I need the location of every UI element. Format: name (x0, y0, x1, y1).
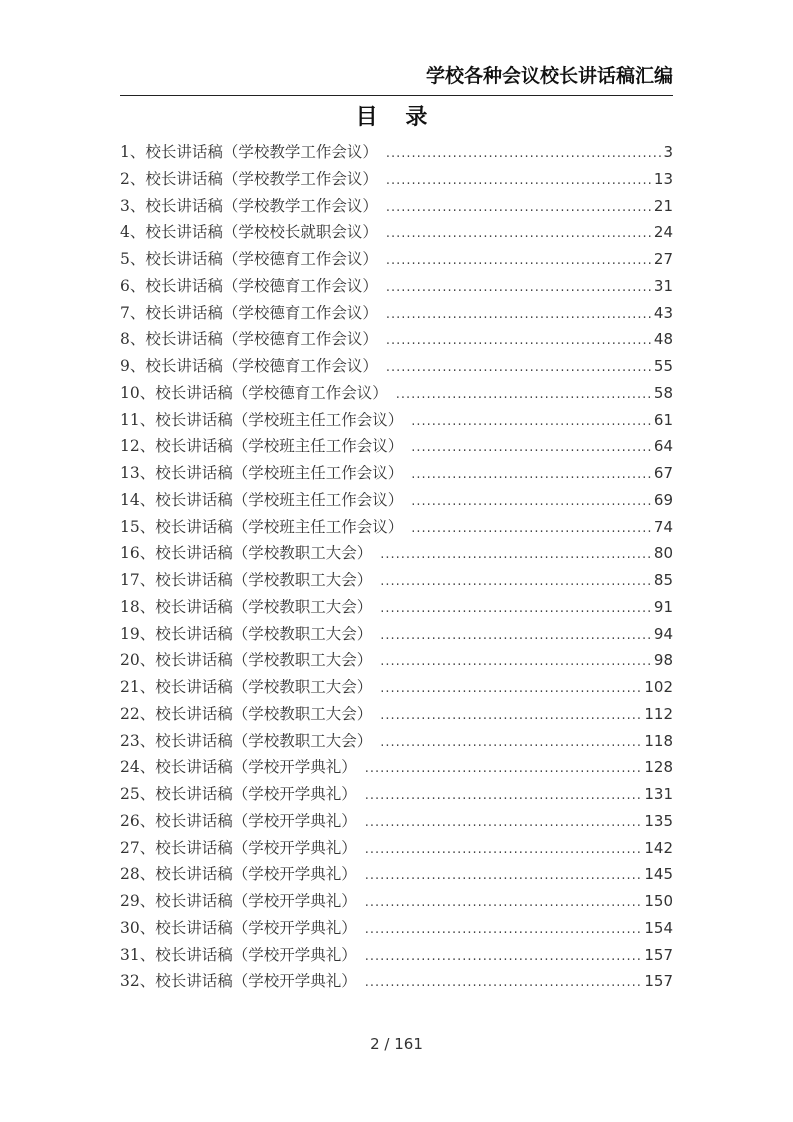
toc-entry-title: 校长讲话稿（学校班主任工作会议） (155, 437, 404, 456)
toc-entry-title: 校长讲话稿（学校班主任工作会议） (155, 490, 404, 509)
toc-dot-leader (386, 360, 652, 375)
toc-entry-title: 校长讲话稿（学校教职工大会） (155, 731, 373, 750)
toc-entry-page: 21 (653, 196, 673, 215)
toc-entry-number: 31、 (120, 945, 156, 964)
toc-entry[interactable] (120, 969, 673, 996)
toc-entry-number: 1、 (120, 143, 146, 161)
toc-entry-page: 102 (644, 678, 673, 696)
toc-dot-leader (365, 815, 643, 830)
toc-entry-page: 145 (644, 865, 673, 884)
toc-entry-title: 校长讲话稿（学校德育工作会议） (145, 330, 378, 349)
toc-dot-leader (365, 868, 643, 883)
toc-entry-title: 校长讲话稿（学校德育工作会议） (145, 250, 378, 268)
toc-entry[interactable] (120, 622, 673, 649)
toc-dot-leader (411, 467, 652, 482)
toc-entry-page: 150 (644, 892, 673, 910)
toc-entry-number: 2、 (120, 169, 146, 188)
toc-dot-leader (380, 654, 652, 669)
toc-entry-number: 30、 (120, 918, 156, 937)
toc-entry[interactable] (120, 675, 673, 702)
toc-entry[interactable] (120, 381, 673, 408)
toc-entry-page: 24 (653, 223, 673, 242)
toc-entry-number: 11、 (120, 410, 156, 429)
toc-entry-page: 98 (653, 651, 673, 670)
page-number: 2 / 161 (370, 1035, 423, 1053)
toc-entry-page: 3 (663, 143, 673, 161)
toc-entry[interactable] (120, 541, 673, 568)
toc-entry-page: 74 (653, 517, 673, 536)
toc-entry[interactable] (120, 729, 673, 756)
toc-entry-number: 10、 (120, 383, 156, 402)
toc-entry[interactable] (120, 461, 673, 488)
toc-entry[interactable] (120, 702, 673, 729)
toc-entry-title: 校长讲话稿（学校德育工作会议） (145, 303, 378, 322)
toc-entry-page: 13 (653, 169, 673, 188)
toc-dot-leader (386, 280, 652, 295)
toc-entry-page: 91 (653, 597, 673, 616)
toc-entry[interactable] (120, 889, 673, 916)
toc-entry-title: 校长讲话稿（学校开学典礼） (155, 865, 357, 884)
toc-dot-leader (411, 414, 652, 429)
toc-entry[interactable] (120, 140, 673, 167)
toc-dot-leader (365, 949, 643, 964)
toc-entry[interactable] (120, 408, 673, 435)
toc-dot-leader (380, 735, 642, 750)
toc-entry-number: 18、 (120, 597, 156, 616)
toc-dot-leader (411, 494, 652, 509)
toc-dot-leader (386, 146, 662, 161)
toc-entry-title: 校长讲话稿（学校班主任工作会议） (155, 464, 404, 482)
toc-entry-page: 131 (644, 785, 673, 803)
toc-entry[interactable] (120, 327, 673, 354)
toc-dot-leader (411, 440, 652, 455)
header-divider (120, 95, 673, 96)
toc-entry-number: 3、 (120, 196, 146, 215)
toc-entry[interactable] (120, 755, 673, 782)
toc-entry[interactable] (120, 648, 673, 675)
running-header-title: 学校各种会议校长讲话稿汇编 (425, 65, 673, 87)
toc-dot-leader (386, 253, 652, 268)
toc-entry-page: 27 (653, 250, 673, 268)
toc-dot-leader (386, 226, 652, 241)
toc-entry[interactable] (120, 782, 673, 809)
toc-entry-number: 28、 (120, 865, 156, 884)
toc-entry-page: 157 (644, 972, 673, 991)
toc-dot-leader (380, 574, 652, 589)
toc-entry-page: 135 (644, 811, 673, 830)
toc-entry-number: 12、 (120, 437, 156, 456)
toc-entry-title: 校长讲话稿（学校开学典礼） (155, 892, 357, 910)
table-of-contents (120, 140, 673, 996)
toc-dot-leader (386, 307, 652, 322)
toc-dot-leader (365, 922, 643, 937)
toc-entry-page: 64 (653, 437, 673, 456)
toc-entry-title: 校长讲话稿（学校教职工大会） (155, 651, 373, 670)
toc-entry[interactable] (120, 568, 673, 595)
toc-entry-number: 4、 (120, 223, 146, 242)
toc-entry-number: 9、 (120, 357, 146, 375)
toc-entry-number: 27、 (120, 838, 156, 857)
toc-entry[interactable] (120, 836, 673, 863)
toc-dot-leader (365, 788, 643, 803)
toc-dot-leader (380, 708, 642, 723)
toc-entry-page: 157 (644, 945, 673, 964)
toc-entry[interactable] (120, 194, 673, 221)
toc-entry[interactable] (120, 595, 673, 622)
toc-entry-title: 校长讲话稿（学校开学典礼） (155, 918, 357, 937)
toc-dot-leader (386, 333, 652, 348)
toc-entry-title: 校长讲话稿（学校教学工作会议） (145, 169, 378, 188)
toc-entry-number: 7、 (120, 303, 146, 322)
toc-entry-title: 校长讲话稿（学校德育工作会议） (145, 276, 378, 295)
toc-entry-number: 23、 (120, 731, 156, 750)
toc-entry-page: 142 (644, 838, 673, 857)
toc-entry-number: 32、 (120, 972, 156, 991)
toc-entry-number: 20、 (120, 651, 156, 670)
toc-entry[interactable] (120, 943, 673, 970)
toc-entry-page: 55 (653, 357, 673, 375)
toc-entry-title: 校长讲话稿（学校教学工作会议） (145, 143, 378, 161)
toc-entry-page: 94 (653, 624, 673, 643)
toc-entry-title: 校长讲话稿（学校班主任工作会议） (155, 517, 404, 536)
toc-entry-number: 21、 (120, 678, 156, 696)
toc-entry-number: 5、 (120, 250, 146, 268)
toc-entry-number: 13、 (120, 464, 156, 482)
toc-dot-leader (365, 842, 643, 857)
toc-entry-title: 校长讲话稿（学校德育工作会议） (145, 357, 378, 375)
toc-entry-page: 154 (644, 918, 673, 937)
toc-dot-leader (386, 173, 652, 188)
toc-entry[interactable] (120, 809, 673, 836)
toc-dot-leader (411, 521, 652, 536)
toc-entry-page: 80 (653, 544, 673, 563)
toc-entry-title: 校长讲话稿（学校教职工大会） (155, 624, 373, 643)
toc-dot-leader (386, 200, 652, 215)
toc-entry-title: 校长讲话稿（学校校长就职会议） (145, 223, 378, 242)
toc-entry-page: 85 (653, 571, 673, 589)
toc-dot-leader (365, 761, 643, 776)
toc-entry-page: 69 (653, 490, 673, 509)
toc-dot-leader (380, 601, 652, 616)
toc-entry-page: 58 (653, 383, 673, 402)
toc-entry-title: 校长讲话稿（学校教职工大会） (155, 597, 373, 616)
toc-entry-number: 26、 (120, 811, 156, 830)
toc-entry[interactable] (120, 488, 673, 515)
toc-entry-number: 19、 (120, 624, 156, 643)
toc-entry-title: 校长讲话稿（学校教职工大会） (155, 544, 373, 563)
toc-entry-page: 61 (653, 410, 673, 429)
toc-title: 目 录 (355, 105, 438, 130)
toc-entry-title: 校长讲话稿（学校开学典礼） (155, 838, 357, 857)
toc-entry-page: 118 (644, 731, 673, 750)
toc-entry[interactable] (120, 301, 673, 328)
toc-entry-page: 112 (644, 704, 673, 723)
toc-entry-number: 29、 (120, 892, 156, 910)
toc-entry-title: 校长讲话稿（学校开学典礼） (155, 811, 357, 830)
toc-entry-page: 128 (644, 758, 673, 777)
toc-entry[interactable] (120, 515, 673, 542)
toc-entry-number: 24、 (120, 758, 156, 777)
toc-entry-title: 校长讲话稿（学校开学典礼） (155, 758, 357, 777)
toc-entry-title: 校长讲话稿（学校教职工大会） (155, 678, 373, 696)
toc-entry-page: 43 (653, 303, 673, 322)
toc-dot-leader (380, 628, 652, 643)
toc-entry[interactable] (120, 354, 673, 381)
toc-entry-title: 校长讲话稿（学校教职工大会） (155, 704, 373, 723)
toc-entry-title: 校长讲话稿（学校教学工作会议） (145, 196, 378, 215)
toc-entry[interactable] (120, 220, 673, 247)
toc-entry-page: 67 (653, 464, 673, 482)
toc-entry-number: 17、 (120, 571, 156, 589)
toc-dot-leader (380, 681, 642, 696)
toc-dot-leader (380, 547, 652, 562)
toc-entry[interactable] (120, 434, 673, 461)
toc-entry-page: 48 (653, 330, 673, 349)
toc-entry-title: 校长讲话稿（学校开学典礼） (155, 785, 357, 803)
toc-entry[interactable] (120, 274, 673, 301)
toc-entry-number: 8、 (120, 330, 146, 349)
toc-entry-title: 校长讲话稿（学校开学典礼） (155, 945, 357, 964)
toc-entry-title: 校长讲话稿（学校开学典礼） (155, 972, 357, 991)
toc-entry-title: 校长讲话稿（学校班主任工作会议） (155, 410, 404, 429)
toc-entry-page: 31 (653, 276, 673, 295)
toc-entry-number: 25、 (120, 785, 156, 803)
toc-entry-number: 15、 (120, 517, 156, 536)
toc-entry-number: 16、 (120, 544, 156, 563)
toc-dot-leader (365, 975, 643, 990)
toc-dot-leader (365, 895, 643, 910)
toc-entry-number: 22、 (120, 704, 156, 723)
toc-entry[interactable] (120, 916, 673, 943)
toc-entry-title: 校长讲话稿（学校教职工大会） (155, 571, 373, 589)
toc-entry-number: 6、 (120, 276, 146, 295)
toc-entry[interactable] (120, 247, 673, 274)
toc-entry-number: 14、 (120, 490, 156, 509)
toc-entry-title: 校长讲话稿（学校德育工作会议） (155, 383, 388, 402)
toc-entry[interactable] (120, 862, 673, 889)
toc-entry[interactable] (120, 167, 673, 194)
toc-dot-leader (396, 387, 652, 402)
